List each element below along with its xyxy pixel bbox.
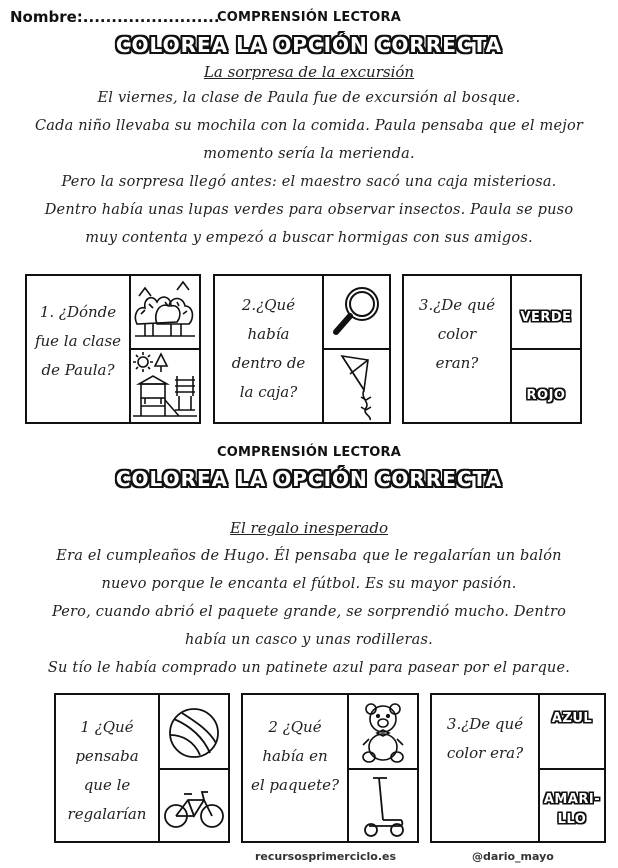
answer-option-rojo[interactable] <box>510 348 582 424</box>
question-text: 2 ¿Qué <box>268 718 322 736</box>
question-text: 3.¿De qué <box>418 296 496 314</box>
answer-option-ball[interactable] <box>158 693 230 770</box>
answer-option-playground[interactable] <box>129 348 201 424</box>
question-text: color <box>437 325 477 343</box>
story-line: Pero, cuando abrió el paquete grande, se sorprendió mucho. Dentro <box>51 604 567 620</box>
option-label: AZUL <box>551 711 593 726</box>
question-text: fue la clase <box>34 332 122 350</box>
scooter-icon <box>349 770 417 841</box>
answer-option-amarillo[interactable] <box>538 768 606 843</box>
question-text: dentro de <box>231 354 306 372</box>
footer-website: recursosprimerciclo.es <box>255 850 397 863</box>
question-text: color era? <box>446 744 524 762</box>
answer-option-magnifier[interactable] <box>322 274 391 350</box>
kite-icon <box>324 350 389 422</box>
answer-option-forest[interactable] <box>129 274 201 350</box>
question-box <box>213 274 324 424</box>
question-text: había <box>247 325 290 343</box>
story-line: nuevo porque le encanta el fútbol. Es su mayor pasión. <box>101 576 517 592</box>
question-text: que le <box>83 776 131 794</box>
section-title: COLOREA LA OPCIÓN CORRECTA <box>115 467 503 491</box>
story-line: Su tío le había comprado un patinete azul para pasear por el parque. <box>47 660 571 676</box>
playground-icon <box>131 350 199 422</box>
footer-credit: @dario_mayo <box>472 850 554 863</box>
question-text: había en <box>262 747 328 765</box>
question-box <box>25 274 131 424</box>
teddy-bear-icon <box>349 695 417 768</box>
story-line: El viernes, la clase de Paula fue de excursión al bosque. <box>97 90 521 106</box>
option-label: ROJO <box>526 388 566 403</box>
answer-option-kite[interactable] <box>322 348 391 424</box>
page-title: COLOREA LA OPCIÓN CORRECTA <box>115 33 503 57</box>
question-text: 3.¿De qué <box>446 715 524 733</box>
magnifying-glass-icon <box>324 276 389 348</box>
story-line: Cada niño llevaba su mochila con la comida. Paula pensaba que el mejor <box>34 118 583 134</box>
option-label: LLO <box>557 812 587 827</box>
section-kicker: COMPRENSIÓN LECTORA <box>217 10 401 25</box>
answer-option-azul[interactable] <box>538 693 606 770</box>
bicycle-icon <box>160 770 228 841</box>
story-title: El regalo inesperado <box>230 519 388 537</box>
story-line: muy contenta y empezó a buscar hormigas con sus amigos. <box>85 230 533 246</box>
question-text: pensaba <box>75 747 139 765</box>
question-box <box>54 693 160 843</box>
ball-icon <box>160 695 228 768</box>
forest-icon <box>131 276 199 348</box>
question-text: la caja? <box>239 383 298 401</box>
question-text: 2.¿Qué <box>241 296 296 314</box>
story-line: Pero la sorpresa llegó antes: el maestro sacó una caja misteriosa. <box>61 174 557 190</box>
answer-option-verde[interactable] <box>510 274 582 350</box>
story-line: había un casco y unas rodilleras. <box>185 632 433 648</box>
question-text: de Paula? <box>41 361 115 379</box>
answer-option-bicycle[interactable] <box>158 768 230 843</box>
option-label: VERDE <box>520 310 572 325</box>
answer-option-scooter[interactable] <box>347 768 419 843</box>
section-kicker: COMPRENSIÓN LECTORA <box>217 445 401 460</box>
story-line: Era el cumpleaños de Hugo. Él pensaba que le regalarían un balón <box>56 548 562 564</box>
question-box <box>430 693 540 843</box>
question-text: eran? <box>435 354 479 372</box>
story-line: momento sería la merienda. <box>203 146 415 162</box>
question-text: 1 ¿Qué <box>80 718 134 736</box>
question-text: 1. ¿Dónde <box>39 303 117 321</box>
story-line: Dentro había unas lupas verdes para observar insectos. Paula se puso <box>44 202 574 218</box>
question-text: el paquete? <box>250 776 340 794</box>
name-label: Nombre:........................ <box>10 8 220 26</box>
question-box <box>402 274 512 424</box>
question-box <box>241 693 349 843</box>
option-label: AMARI- <box>543 792 601 807</box>
question-text: regalarían <box>67 805 147 823</box>
story-title: La sorpresa de la excursión <box>203 63 415 81</box>
answer-option-teddy-bear[interactable] <box>347 693 419 770</box>
